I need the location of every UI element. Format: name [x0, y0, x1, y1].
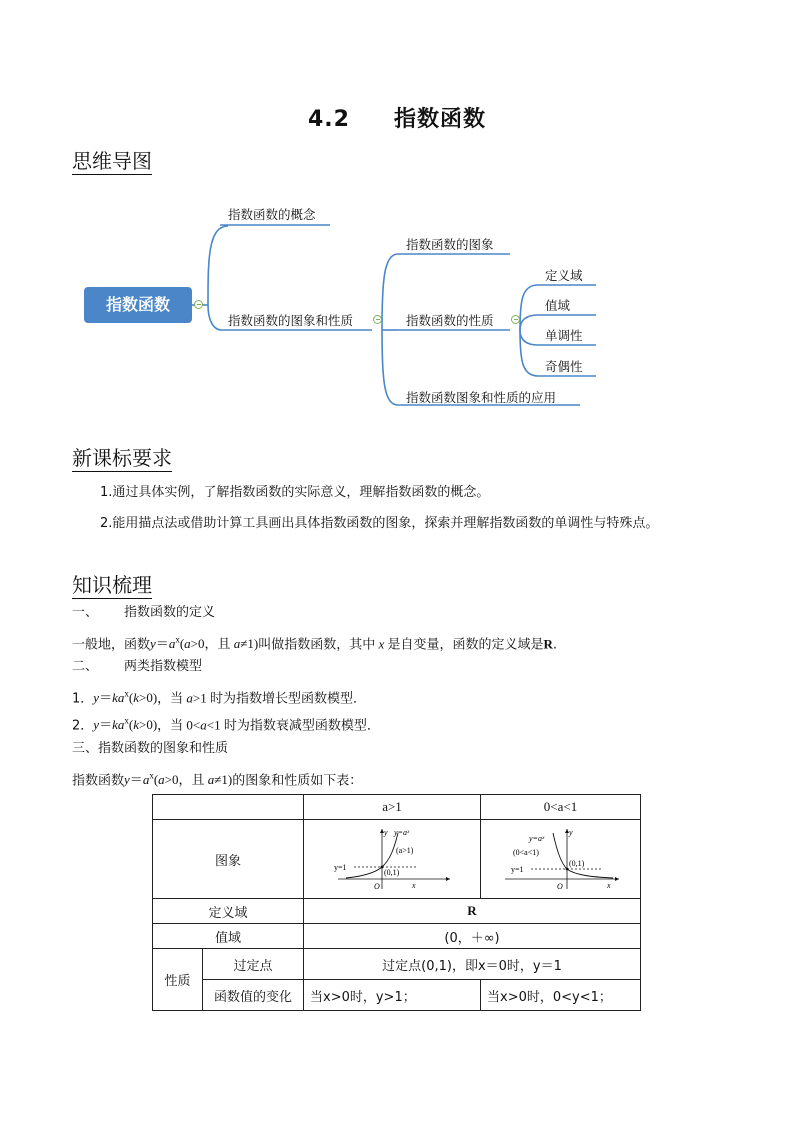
mindmap-node-application[interactable]: 指数函数图象和性质的应用: [406, 390, 557, 405]
table-cell: 当x>0时，0<y<1；: [481, 980, 641, 1011]
table-row-label: 定义域: [153, 899, 304, 924]
condition-label: (0<a<1): [512, 848, 539, 857]
collapse-icon[interactable]: [373, 315, 382, 324]
model-number: 2．: [72, 718, 94, 734]
definition-text: 一般地，函数: [72, 637, 151, 653]
axis-y-label: y: [568, 828, 573, 837]
section-heading-mindmap: 思维导图: [72, 149, 152, 173]
model-text: 时为指数衰减型函数模型．: [223, 718, 380, 734]
model-line: [72, 712, 380, 735]
heading-number: 二、: [72, 659, 99, 674]
hline-label: y=1: [510, 865, 524, 874]
function-label: y=aˣ: [394, 828, 410, 837]
table-subrow-label: 函数值的变化: [203, 980, 304, 1011]
graph-cell: [304, 820, 481, 899]
formula: $y=a^x(a>0$，且 a≠1): [124, 771, 233, 788]
table-row: [153, 949, 641, 980]
table-header: 0<a<1: [481, 795, 641, 820]
standard-item: 2.能用描点法或借助计算工具画出具体指数函数的图象，探索并理解指数函数的单调性与特殊点。: [100, 516, 659, 531]
model-text: ，当: [157, 718, 184, 734]
table-row-label: 图象: [153, 820, 304, 899]
mindmap-node-domain[interactable]: 定义域: [545, 268, 583, 283]
condition-label: (a>1): [396, 846, 414, 855]
mindmap-node-graph-props[interactable]: 指数函数的图象和性质: [228, 313, 354, 328]
heading-number: 一、: [72, 605, 99, 620]
heading-text: 两类指数模型: [124, 659, 203, 674]
table-cell: 过定点(0,1)，即x＝0时，y＝1: [304, 949, 641, 980]
formula: $y=ka^x(k>0)$: [93, 689, 158, 706]
standard-item: 1.通过具体实例，了解指数函数的实际意义，理解指数函数的概念。: [100, 485, 490, 500]
model-text: 时为指数增长型函数模型．: [210, 691, 367, 707]
variable-x: x: [378, 636, 385, 652]
graph-growth: [332, 827, 452, 891]
intro-text: 指数函数: [72, 773, 125, 789]
model-line: [72, 685, 366, 708]
mindmap-node-props[interactable]: 指数函数的性质: [406, 313, 494, 328]
mindmap-connectors: [0, 0, 794, 440]
section-heading-standards: 新课标要求: [72, 446, 172, 470]
condition: a>1: [186, 690, 211, 706]
graph-decay: [501, 827, 621, 891]
table-cell: 当x>0时，y>1；: [304, 980, 481, 1011]
heading-graph-props: 三、指数函数的图象和性质: [72, 741, 229, 756]
origin-label: O: [374, 882, 380, 891]
mindmap-node-monotonic[interactable]: 单调性: [545, 328, 583, 343]
table-row: [153, 820, 641, 899]
table-intro: [72, 767, 362, 790]
point-label: (0,1): [568, 859, 584, 868]
properties-table: [152, 794, 641, 1011]
heading-definition: [72, 604, 215, 622]
intro-text: 的图象和性质如下表：: [232, 773, 363, 789]
table-row: [153, 899, 641, 924]
point-label: (0,1): [384, 868, 400, 877]
title-number: 4.2: [308, 107, 350, 132]
axis-y-label: y: [384, 828, 388, 837]
definition-text: 叫做指数函数，其中: [258, 637, 376, 653]
table-row-label: 性质: [153, 949, 203, 1011]
origin-label: O: [556, 882, 563, 891]
model-number: 1．: [72, 691, 94, 707]
table-cell: (0，＋∞): [304, 924, 641, 949]
definition-line: 一般地，函数$y=a^x(a>0$，且 a≠1)叫做指数函数，其中 x 是自变量，函数的定义域是R.: [72, 635, 558, 653]
model-text: ，当: [157, 691, 184, 707]
mindmap-node-graph[interactable]: 指数函数的图象: [406, 237, 494, 252]
section-heading-knowledge: 知识梳理: [72, 573, 152, 597]
table-row: [153, 924, 641, 949]
domain-symbol: R: [543, 636, 553, 652]
mindmap-node-range[interactable]: 值域: [545, 298, 571, 313]
table-row: [153, 980, 641, 1011]
table-cell: R: [304, 899, 641, 924]
function-label: y=aˣ: [528, 834, 544, 843]
title-text: 指数函数: [393, 107, 486, 132]
mindmap-root[interactable]: 指数函数: [84, 287, 192, 323]
mindmap-node-concept[interactable]: 指数函数的概念: [228, 207, 316, 222]
table-cell: [153, 795, 304, 820]
hline-label: y=1: [334, 863, 347, 872]
collapse-icon[interactable]: [511, 315, 520, 324]
heading-models: [72, 658, 202, 676]
table-row-label: 值域: [153, 924, 304, 949]
heading-text: 指数函数的定义: [124, 605, 216, 620]
formula: $y=a^x(a>0$，且 a≠1): [150, 635, 259, 652]
table-subrow-label: 过定点: [203, 949, 304, 980]
graph-cell: [481, 820, 641, 899]
axis-x-label: x: [412, 881, 416, 890]
table-row: [153, 795, 641, 820]
mindmap-node-parity[interactable]: 奇偶性: [545, 359, 583, 374]
formula: $y=ka^x(k>0)$: [93, 716, 158, 733]
definition-text: 是自变量，函数的定义域是: [387, 637, 544, 653]
axis-x-label: x: [606, 881, 611, 890]
condition: 0<a<1: [183, 717, 224, 733]
table-header: a>1: [304, 795, 481, 820]
collapse-icon[interactable]: [194, 300, 203, 309]
